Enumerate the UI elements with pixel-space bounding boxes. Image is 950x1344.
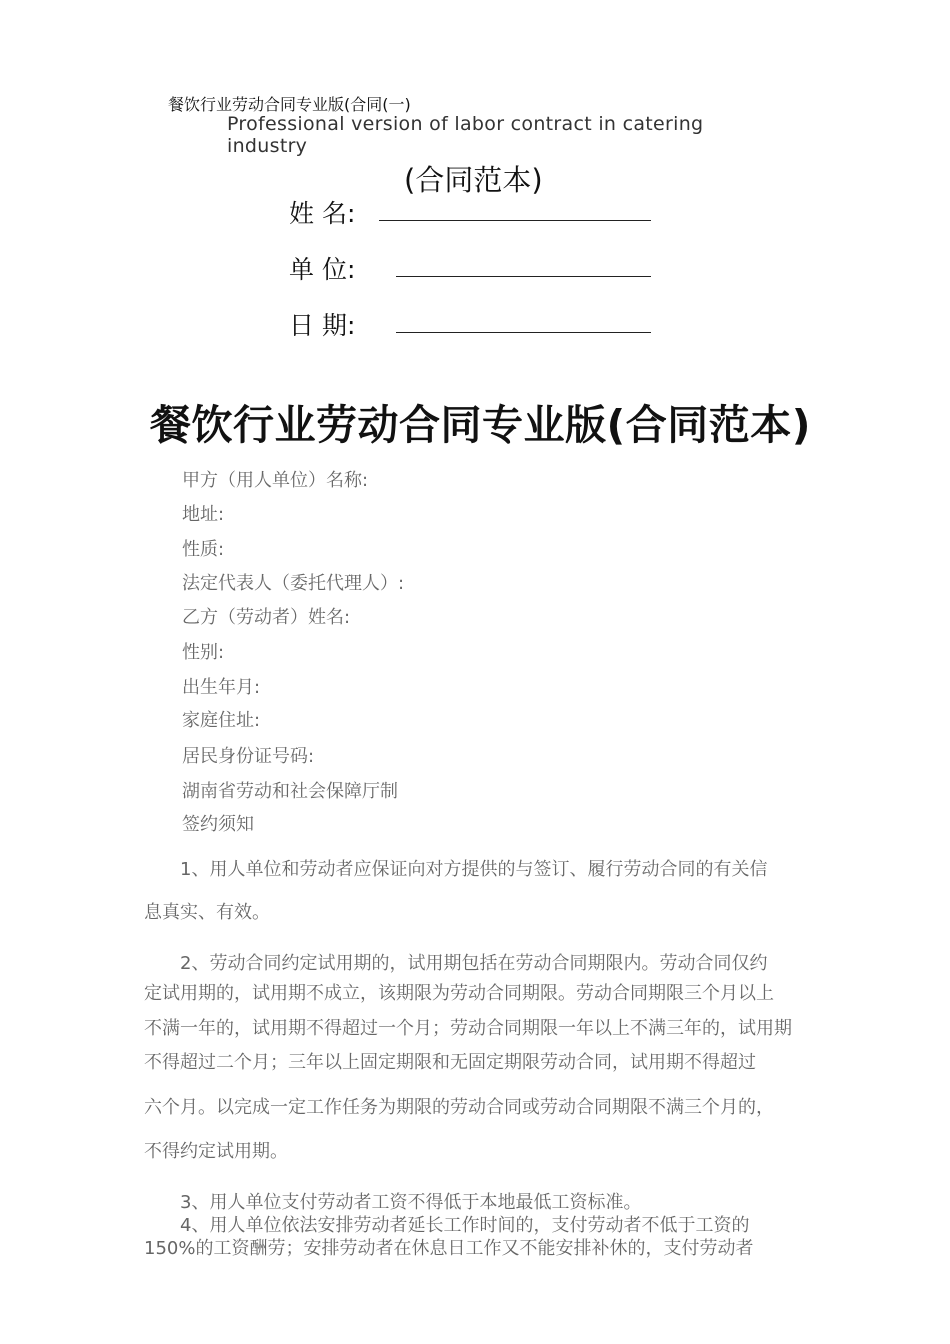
english-subtitle: Professional version of labor contract in catering industry: [227, 113, 704, 157]
paragraph-line: 150%的工资酬劳；安排劳动者在休息日工作又不能安排补休的，支付劳动者: [144, 1238, 754, 1259]
field-nature: 性质:: [182, 539, 225, 560]
paragraph-line: 定试用期的，试用期不成立，该期限为劳动合同期限。劳动合同期限三个月以上: [144, 983, 774, 1004]
paragraph-line: 六个月。以完成一定工作任务为期限的劳动合同或劳动合同期限不满三个月的，: [144, 1097, 774, 1118]
field-birth-date: 出生年月:: [182, 677, 261, 698]
field-home-address: 家庭住址:: [182, 710, 261, 731]
paragraph-line: 不满一年的，试用期不得超过一个月；劳动合同期限一年以上不满三年的，试用期: [144, 1018, 792, 1039]
paragraph-line: 不得超过二个月；三年以上固定期限和无固定期限劳动合同，试用期不得超过: [144, 1052, 756, 1073]
field-id-number: 居民身份证号码:: [182, 746, 315, 767]
name-field-line: [379, 220, 651, 221]
field-party-a-name: 甲方（用人单位）名称:: [182, 470, 369, 491]
issuer-line: 湖南省劳动和社会保障厅制: [182, 781, 398, 802]
paragraph-line: 1、用人单位和劳动者应保证向对方提供的与签订、履行劳动合同的有关信: [144, 859, 768, 880]
field-gender: 性别:: [182, 642, 225, 663]
field-party-b-name: 乙方（劳动者）姓名:: [182, 607, 351, 628]
paragraph-line: 3、用人单位支付劳动者工资不得低于本地最低工资标准。: [144, 1192, 642, 1213]
unit-field-line: [396, 276, 651, 277]
field-legal-representative: 法定代表人（委托代理人）:: [182, 573, 405, 594]
main-title: 餐饮行业劳动合同专业版(合同范本): [150, 401, 811, 449]
paragraph-line: 2、劳动合同约定试用期的，试用期包括在劳动合同期限内。劳动合同仅约: [144, 953, 768, 974]
date-field-line: [396, 332, 651, 333]
paragraph-line: 不得约定试用期。: [144, 1141, 288, 1162]
date-field-label: 日 期:: [289, 311, 356, 340]
unit-field-label: 单 位:: [289, 255, 356, 284]
paragraph-line: 4、用人单位依法安排劳动者延长工作时间的，支付劳动者不低于工资的: [144, 1215, 750, 1236]
paragraph-line: 息真实、有效。: [144, 902, 270, 923]
field-address: 地址:: [182, 504, 225, 525]
signing-notice-heading: 签约须知: [182, 814, 254, 835]
name-field-label: 姓 名:: [289, 199, 356, 228]
sample-label: (合同范本): [404, 163, 543, 197]
document-header-title: 餐饮行业劳动合同专业版(合同(一): [168, 95, 411, 114]
